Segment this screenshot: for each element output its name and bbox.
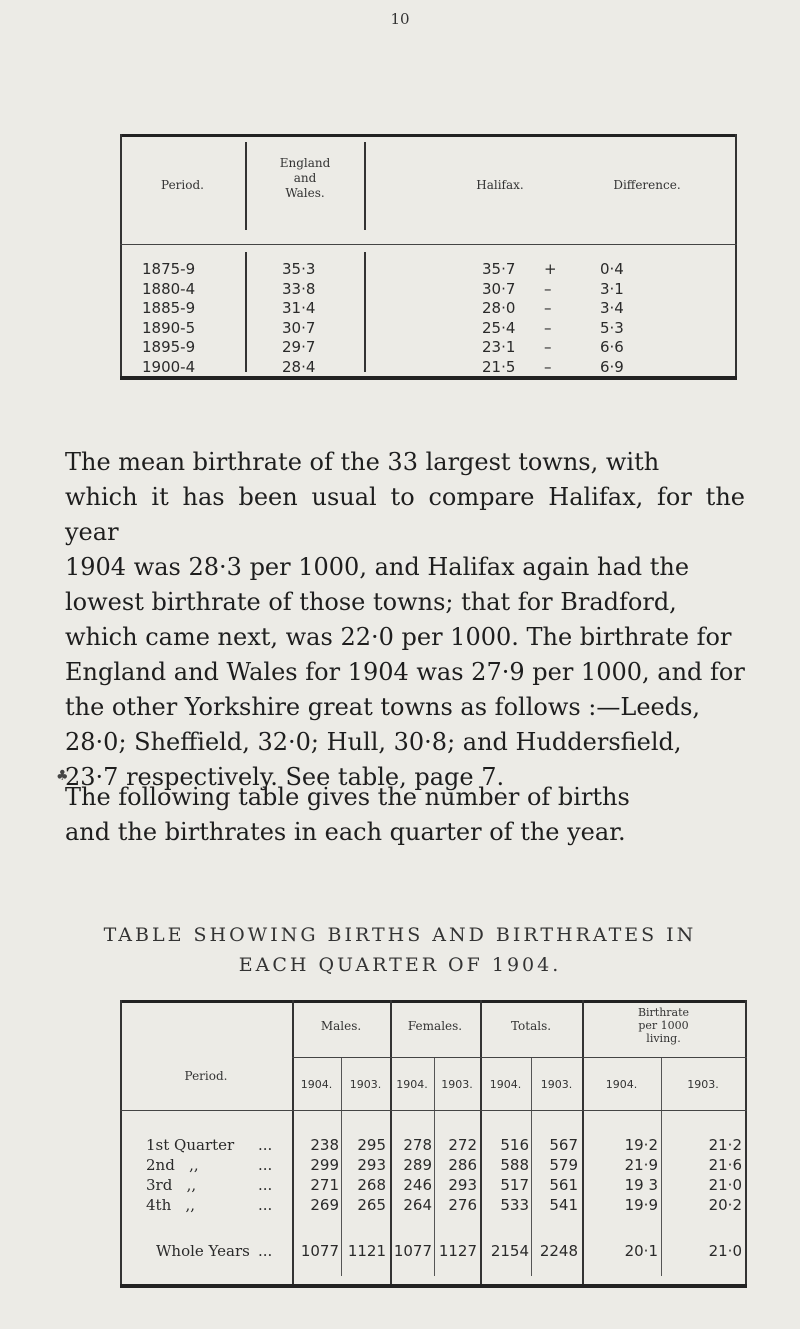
cell-value: 516 [500,1136,529,1154]
table-caption: TABLE SHOWING BIRTHS AND BIRTHRATES IN EACH QUARTER OF 1904. [103,924,697,976]
cell-halifax: 23·1 [482,338,516,356]
cell-value: 21·0 [708,1242,742,1260]
cell-period: 1880-4 [142,279,196,298]
cell-value: 541 [549,1196,578,1214]
row-label: 1st Quarter [146,1136,235,1154]
cell-value: 1077 [300,1242,339,1260]
cell-halifax: 30·7 [482,279,516,298]
cell-value: 246 [403,1176,432,1194]
row-label: 3rd ,, [146,1176,197,1194]
cell-value: 295 [357,1136,386,1154]
cell-difference: 3·1 [600,279,624,298]
column-header-birthrate: Birthrate per 1000 living. [637,1006,690,1045]
cell-period: 1885-9 [142,299,196,317]
column-header-halifax: Halifax. [476,178,524,192]
column-header-difference: Difference. [613,178,681,192]
cell-value: 19·9 [624,1196,658,1214]
cell-value: 238 [310,1136,339,1154]
year-header: 1904. [396,1078,428,1091]
cell-value: 1121 [347,1242,386,1260]
column-header-england-wales: England and Wales. [279,156,331,200]
cell-period: 1895-9 [142,338,196,356]
cell-halifax: 35·7 [482,260,516,278]
cell-sign: – [544,338,552,356]
cell-sign: – [544,357,552,376]
table-bottom-rule [120,1284,747,1288]
cell-value: 272 [448,1136,477,1154]
cell-value: 293 [448,1176,477,1194]
row-label: Whole Years [156,1242,250,1260]
row-leader-dots: ... [258,1196,273,1214]
cell-england-wales: 33·8 [282,279,316,298]
cell-value: 533 [500,1196,529,1214]
cell-halifax: 28·0 [482,299,516,317]
paragraph-birthrate-summary: The mean birthrate of the 33 largest towns, with which it has been usual to compare Halifax, for the year 1904 was 28·3 per 1000, and Halifax again had the lowest birthrate of those towns; that for Bradford, which came next, was 22·0 per 1000. The birthrate for England and Wales for 1904 was 27·9 per 1000, and for the other Yorkshire great towns as follows :—Leeds, 28·0; Sheffield, 32·0; Hull, 30·8; and Huddersfield, 23·7 respectively. See table, page 7. [65,448,745,791]
row-label: 4th ,, [146,1196,196,1214]
table-right-rule [735,134,737,380]
row-label: 2nd ,, [146,1156,199,1174]
cell-value: 20·2 [708,1196,742,1214]
header-rule [120,244,737,245]
cell-sign: + [544,260,557,278]
cell-value: 264 [403,1196,432,1214]
row-leader-dots: ... [258,1242,273,1260]
column-divider [292,1000,294,1288]
cell-value: 19 3 [624,1176,658,1194]
cell-value: 21·2 [708,1136,742,1154]
column-divider [390,1000,392,1288]
cell-value: 21·0 [708,1176,742,1194]
cell-difference: 5·3 [600,318,624,337]
cell-value: 21·6 [708,1156,742,1174]
column-header-males: Males. [320,1019,362,1033]
cell-value: 276 [448,1196,477,1214]
column-header-totals: Totals. [510,1019,552,1033]
table-left-rule [120,1000,122,1288]
cell-value: 293 [357,1156,386,1174]
birthrate-comparison-table [120,134,737,380]
column-header-period: Period. [161,178,204,192]
cell-value: 268 [357,1176,386,1194]
cell-value: 265 [357,1196,386,1214]
row-leader-dots: ... [258,1176,273,1194]
cell-value: 19·2 [624,1136,658,1154]
cell-value: 20·1 [624,1242,658,1260]
cell-value: 1127 [438,1242,477,1260]
cell-sign: – [544,279,552,298]
cell-difference: 0·4 [600,260,624,278]
column-divider [364,142,366,230]
cell-value: 567 [549,1136,578,1154]
cell-value: 271 [310,1176,339,1194]
column-divider [245,252,247,372]
cell-england-wales: 31·4 [282,299,316,317]
cell-value: 278 [403,1136,432,1154]
column-divider [364,252,366,372]
year-header: 1903. [540,1078,573,1091]
cell-period: 1900-4 [142,357,196,376]
cell-value: 588 [500,1156,529,1174]
cell-england-wales: 30·7 [282,318,316,337]
table-right-rule [745,1000,747,1288]
year-header: 1904. [605,1078,638,1091]
year-header: 1904. [300,1078,333,1091]
cell-difference: 3·4 [600,299,624,317]
cell-difference: 6·9 [600,357,624,376]
subheader-rule [292,1057,747,1058]
cell-period: 1890-5 [142,318,196,337]
cell-difference: 6·6 [600,338,624,356]
cell-england-wales: 35·3 [282,260,316,278]
quarterly-births-table [120,1000,747,1288]
cell-sign: – [544,299,552,317]
table-top-rule [120,134,737,137]
cell-value: 289 [403,1156,432,1174]
cell-value: 2248 [539,1242,578,1260]
cell-value: 1077 [393,1242,432,1260]
paragraph-intro-table: The following table gives the number of births and the birthrates in each quarter of the year. [65,783,630,846]
cell-value: 21·9 [624,1156,658,1174]
cell-value: 299 [310,1156,339,1174]
table-bottom-rule [120,376,737,380]
cell-value: 286 [448,1156,477,1174]
row-leader-dots: ... [258,1156,273,1174]
year-header: 1903. [687,1078,719,1091]
printer-mark-icon: ♣ [56,768,69,784]
cell-value: 517 [500,1176,529,1194]
year-header: 1903. [441,1078,473,1091]
column-header-period: Period. [184,1069,228,1083]
year-header: 1903. [349,1078,382,1091]
table-left-rule [120,134,122,380]
cell-value: 561 [549,1176,578,1194]
cell-period: 1875-9 [142,260,196,278]
cell-sign: – [544,318,552,337]
cell-england-wales: 28·4 [282,357,316,376]
table-top-rule [120,1000,747,1003]
column-header-females: Females. [407,1019,463,1033]
column-divider [480,1000,482,1288]
cell-value: 579 [549,1156,578,1174]
cell-value: 2154 [490,1242,529,1260]
cell-halifax: 21·5 [482,357,516,376]
page-number: 10 [390,10,410,28]
cell-halifax: 25·4 [482,318,516,337]
cell-england-wales: 29·7 [282,338,316,356]
header-rule [120,1110,747,1111]
cell-value: 269 [310,1196,339,1214]
year-header: 1904. [489,1078,522,1091]
row-leader-dots: ... [258,1136,273,1154]
